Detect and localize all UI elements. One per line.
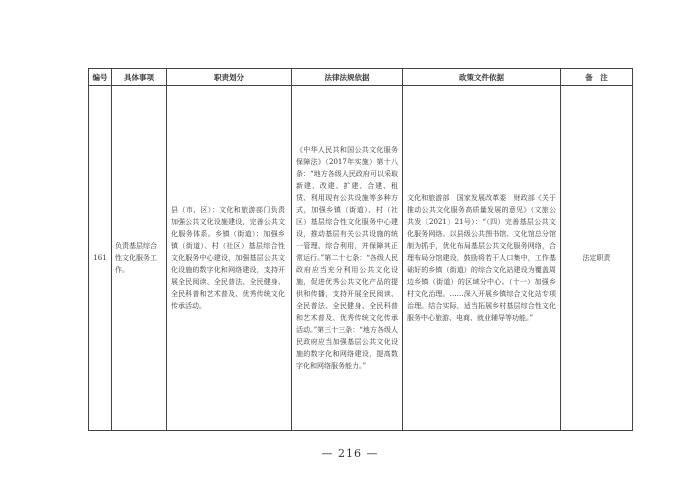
item-text: 负责基层综合性文化服务工作。 [115, 242, 157, 274]
header-number: 编号 [89, 69, 112, 86]
header-item: 具体事项 [112, 69, 167, 86]
table-header-row [89, 69, 633, 86]
duty-text: 县（市、区）：文化和旅游部门负责加强公共文化设施建设，完善公共文化服务体系。乡镇（街道）：加强乡镇（街道）、村（社区）基层综合性文化服务中心建设，加强基层公共文化设施的数字化和网络建设，支持开展全民阅读、全民普法、全民健身、全民科普和艺术普及、优秀传统文化传承活动。 [171, 206, 285, 310]
header-law: 法律法规依据 [292, 69, 403, 86]
cell-duty [167, 86, 292, 431]
law-text: 《中华人民共和国公共文化服务保障法》（2017年实施）第十八条：“地方各级人民政府可以采取新建、改建、扩建、合建、租赁、利用现有公共设施等多种方式，加强乡镇（街道）、村（社区）基层综合性文化服务中心建设，推动基层有关公共设施的统一管理、综合利用，并保障其正常运行。”第二十七条：“各级人民政府应当充分利用公共文化设施，促进优秀公共文化产品的提供和传播，支持开展全民阅读、全民普法、全民健身、全民科普和艺术普及、优秀传统文化传承活动。”第三十三条：“地方各级人民政府应当加强基层公共文化设施的数字化和网络建设，提高数字化和网络服务能力。” [296, 146, 398, 370]
policy-text: 文化和旅游部 国家发展改革委 财政部《关于推动公共文化服务高质量发展的意见》（文旅公共发〔2021〕21号）：“（四）完善基层公共文化服务网络。以县级公共图书馆、文化馆总分馆制为抓手，优化布局基层公共文化服务网络，合理布局分馆建设，鼓励将若干人口集中，工作基础好的乡镇（街道）的综合文化站建设为覆盖周边乡镇（街道）的区域分中心。（十一）加强乡村文化治理。……深入开展乡镇综合文化站专项治理。结合实际，适当拓展乡村基层综合性文化服务中心旅游、电商、就业辅导等功能。” [407, 194, 556, 322]
cell-law [292, 86, 403, 431]
table-row [89, 86, 633, 431]
cell-policy [403, 86, 561, 431]
header-policy: 政策文件依据 [403, 69, 561, 86]
duty-table [88, 68, 633, 431]
header-note: 备 注 [561, 69, 633, 86]
cell-item [112, 86, 167, 431]
cell-note: 法定职责 [561, 86, 633, 431]
cell-number: 161 [89, 86, 112, 431]
header-duty: 职责划分 [167, 69, 292, 86]
page-number: — 216 — [321, 447, 379, 460]
